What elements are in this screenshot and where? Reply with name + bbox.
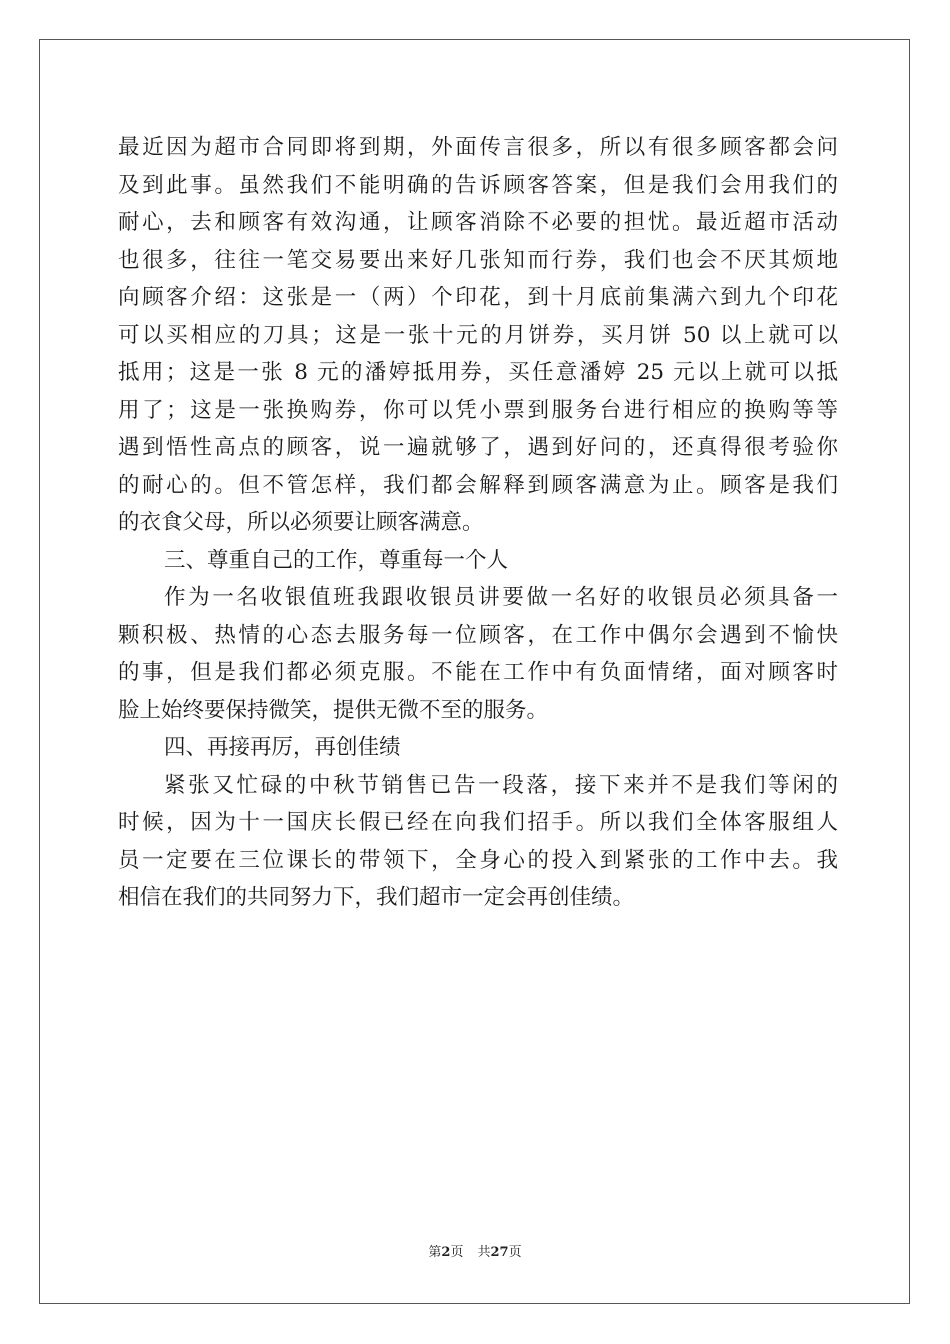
text-line: 抵用；这是一张 8 元的潘婷抵用券，买任意潘婷 25 元以上就可以抵 bbox=[118, 360, 838, 385]
section-heading: 三、尊重自己的工作，尊重每一个人 bbox=[164, 547, 509, 573]
page-number: 2 bbox=[441, 1245, 451, 1260]
page-prefix: 第 bbox=[428, 1245, 442, 1260]
total-suffix: 页 bbox=[508, 1245, 522, 1260]
total-pages: 27 bbox=[490, 1245, 509, 1260]
text-line: 相信在我们的共同努力下，我们超市一定会再创佳绩。 bbox=[118, 885, 635, 910]
text-line: 颗积极、热情的心态去服务每一位顾客，在工作中偶尔会遇到不愉快 bbox=[118, 622, 838, 648]
text-line: 的耐心的。但不管怎样，我们都会解释到顾客满意为止。顾客是我们 bbox=[118, 472, 838, 498]
text-line: 脸上始终要保持微笑，提供无微不至的服务。 bbox=[118, 697, 549, 723]
text-line: 耐心，去和顾客有效沟通，让顾客消除不必要的担忧。最近超市活动 bbox=[118, 210, 838, 235]
text-line: 时候，因为十一国庆长假已经在向我们招手。所以我们全体客服组人 bbox=[118, 810, 838, 835]
text-line: 作为一名收银值班我跟收银员讲要做一名好的收银员必须具备一 bbox=[164, 585, 838, 610]
total-prefix: 共 bbox=[477, 1245, 491, 1260]
section-heading: 四、再接再厉，再创佳绩 bbox=[164, 735, 401, 760]
text-line: 向顾客介绍：这张是一（两）个印花，到十月底前集满六到九个印花 bbox=[118, 285, 838, 310]
text-line: 最近因为超市合同即将到期，外面传言很多，所以有很多顾客都会问 bbox=[118, 135, 838, 160]
text-line: 紧张又忙碌的中秋节销售已告一段落，接下来并不是我们等闲的 bbox=[164, 772, 838, 798]
text-line: 用了；这是一张换购券，你可以凭小票到服务台进行相应的换购等等 bbox=[118, 397, 838, 423]
text-line: 员一定要在三位课长的带领下，全身心的投入到紧张的工作中去。我 bbox=[118, 847, 838, 873]
page-suffix: 页 bbox=[450, 1245, 464, 1260]
page-footer bbox=[0, 1241, 950, 1260]
text-line: 也很多，往往一笔交易要出来好几张知而行券，我们也会不厌其烦地 bbox=[118, 247, 838, 273]
text-line: 的事，但是我们都必须克服。不能在工作中有负面情绪，面对顾客时 bbox=[118, 660, 838, 685]
text-line: 及到此事。虽然我们不能明确的告诉顾客答案，但是我们会用我们的 bbox=[118, 172, 838, 198]
text-line: 的衣食父母，所以必须要让顾客满意。 bbox=[118, 510, 484, 535]
document-body bbox=[118, 129, 838, 917]
text-line: 遇到悟性高点的顾客，说一遍就够了，遇到好问的，还真得很考验你 bbox=[118, 435, 838, 460]
text-line: 可以买相应的刀具；这是一张十元的月饼券，买月饼 50 以上就可以 bbox=[118, 322, 838, 348]
